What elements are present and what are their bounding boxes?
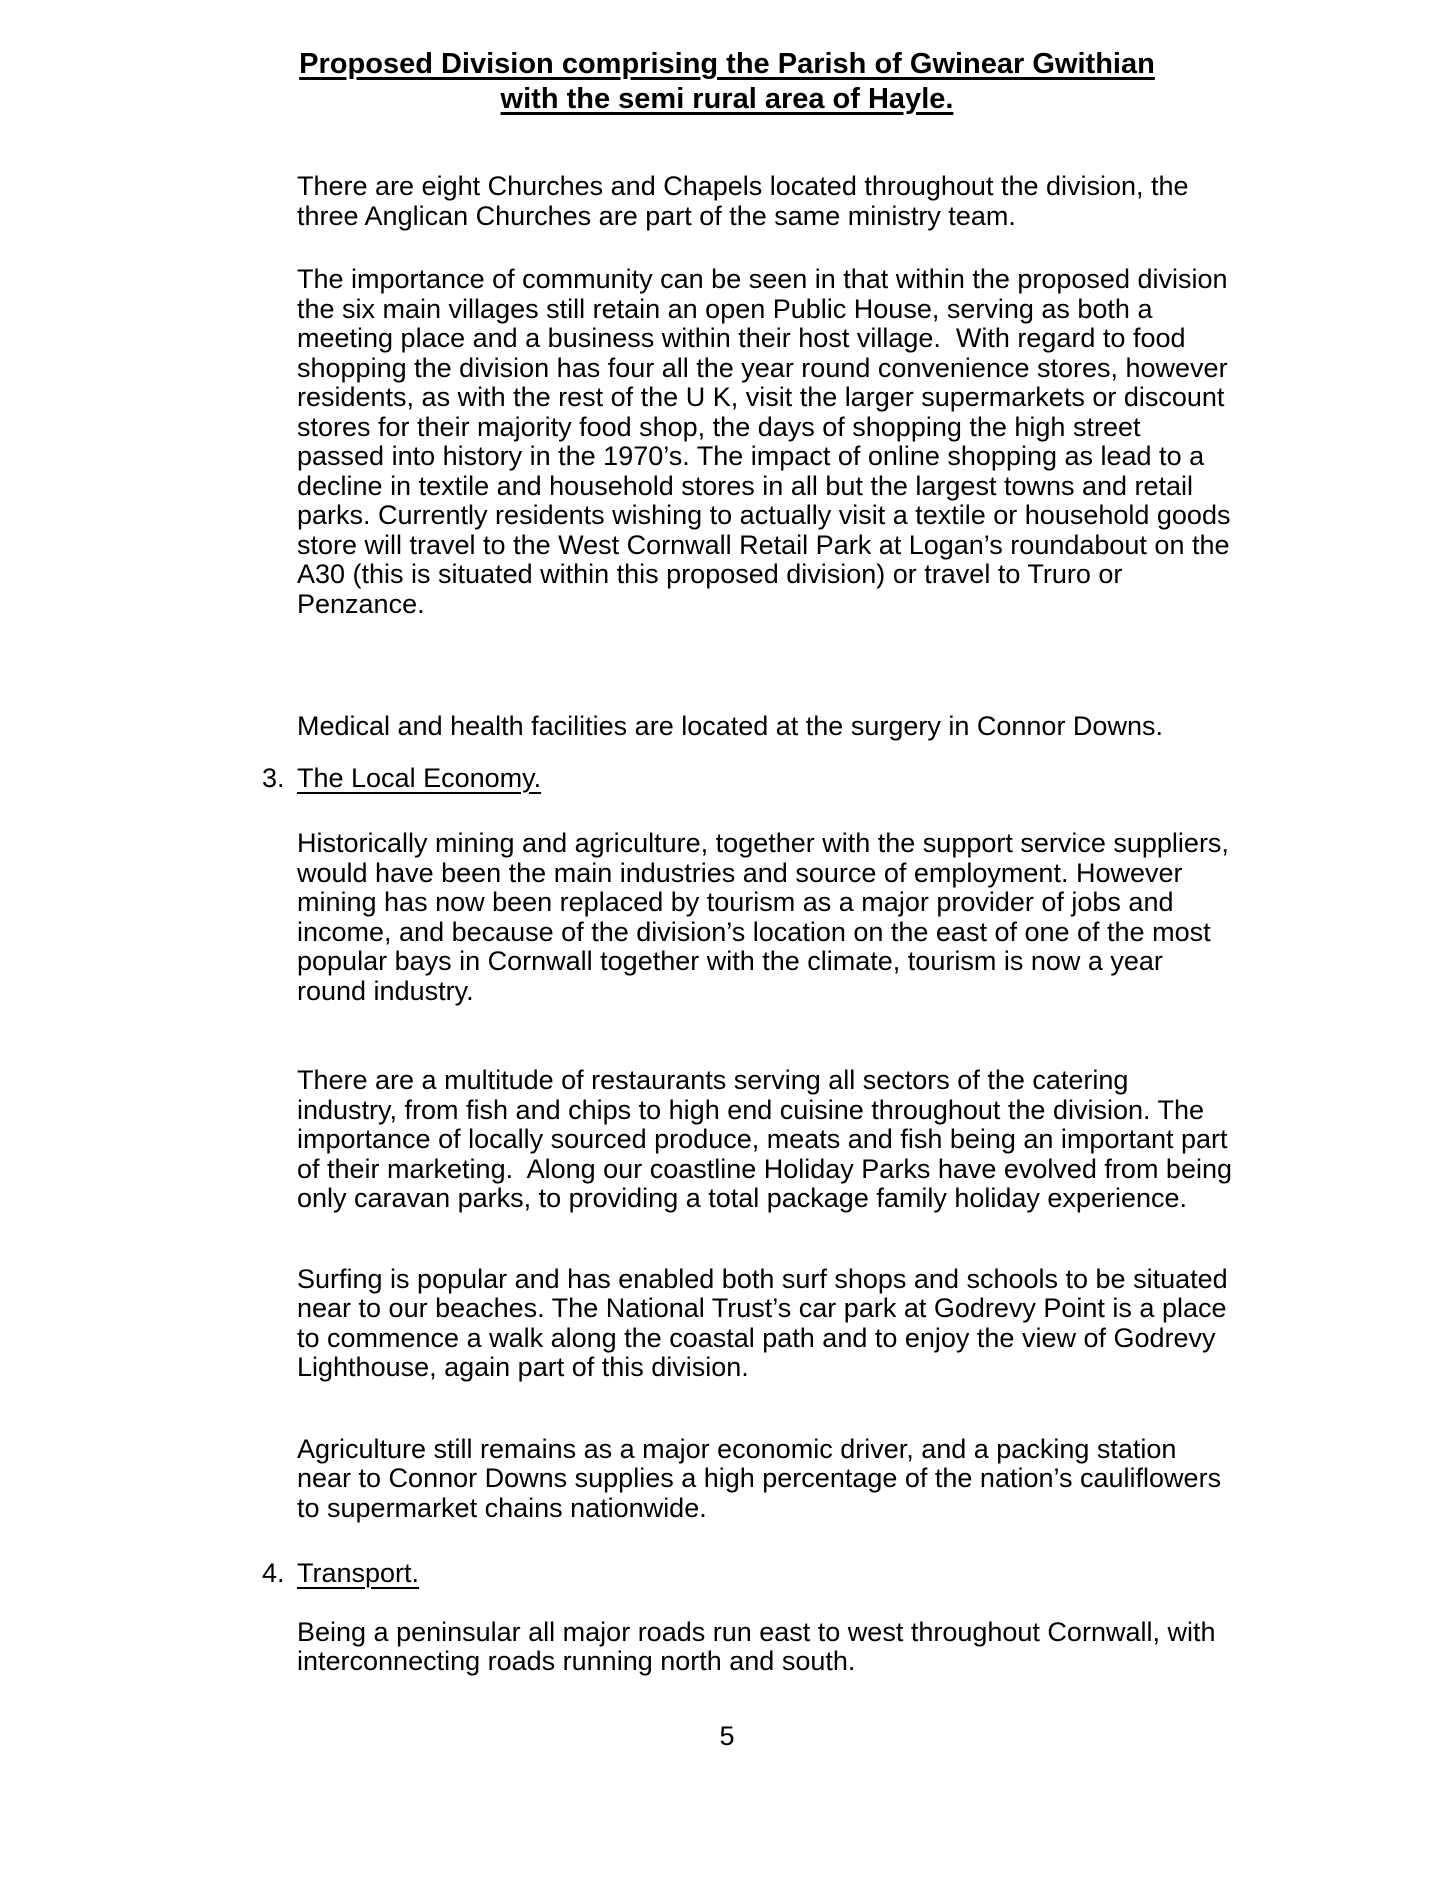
- title-line-2: with the semi rural area of Hayle.: [500, 83, 954, 115]
- title-line-1: Proposed Division comprising the Parish of Gwinear Gwithian: [299, 48, 1155, 80]
- section-heading-transport: [262, 1559, 1278, 1589]
- section-title: Transport.: [297, 1558, 420, 1588]
- section-title: The Local Economy.: [297, 762, 542, 793]
- section-heading-local-economy: [262, 764, 1278, 794]
- page-title: [176, 47, 1278, 117]
- paragraph-agriculture: Agriculture still remains as a major economic driver, and a packing station near to Connor Downs supplies a high percentage of the nation’s cauliflowers to supermarket chains nationwide.: [297, 1433, 1229, 1523]
- paragraph-restaurants: There are a multitude of restaurants serving all sectors of the catering industry, from fish and chips to high end cuisine throughout the division. The importance of locally sourced produce, meats and fish being an important part of their marketing. Along our coastline Holiday Parks have evolved from being only caravan parks, to providing a total package family holiday experience.: [297, 1065, 1240, 1213]
- paragraph-mining-tourism: Historically mining and agriculture, together with the support service suppliers, would have been the main industries and source of employment. However mining has now been replaced by tourism as a major provider of jobs and income, and because of the division’s location on the east of one of the most popular bays in Cornwall together with the climate, tourism is now a year round industry.: [297, 828, 1237, 1006]
- paragraph-roads: Being a peninsular all major roads run east to west throughout Cornwall, with interconnecting roads running north and south.: [297, 1616, 1224, 1676]
- paragraph-community: The importance of community can be seen in that within the proposed division the six main villages still retain an open Public House, serving as both a meeting place and a business within their host village. With regard to food shopping the division has four all the year round convenience stores, however residents, as with the rest of the U K, visit the larger supermarkets or discount stores for their majority food shop, the days of shopping the high street passed into history in the 1970’s. The impact of online shopping as lead to a decline in textile and household stores in all but the largest towns and retail parks. Currently residents wishing to actually visit a textile or household goods store will travel to the West Cornwall Retail Park at Logan’s roundabout on the A30 (this is situated within this proposed division) or travel to Truro or Penzance.: [297, 264, 1238, 619]
- paragraph-medical: Medical and health facilities are located at the surgery in Connor Downs.: [297, 711, 1163, 741]
- section-number: 3.: [262, 762, 285, 793]
- paragraph-churches: There are eight Churches and Chapels located throughout the division, the three Anglican Churches are part of the same ministry team.: [297, 171, 1197, 231]
- section-number: 4.: [262, 1558, 285, 1588]
- paragraph-surfing: Surfing is popular and has enabled both surf shops and schools to be situated near to our beaches. The National Trust’s car park at Godrevy Point is a place to commence a walk along the coastal path and to enjoy the view of Godrevy Lighthouse, again part of this division.: [297, 1263, 1236, 1382]
- page-number: 5: [719, 1720, 735, 1751]
